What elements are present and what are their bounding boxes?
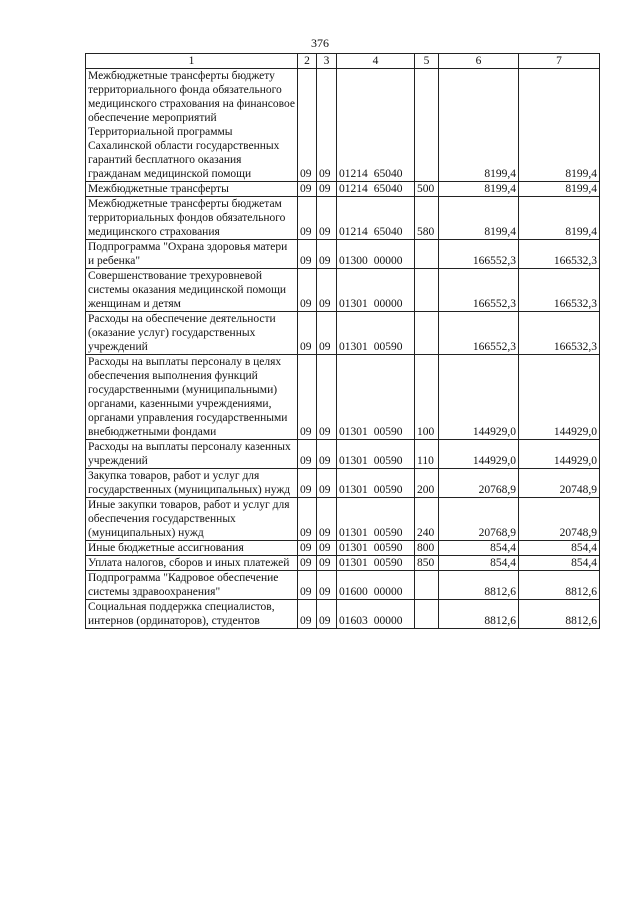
row-subsection-code: 09 [317,600,337,629]
table-row [86,469,600,498]
table-row [86,69,600,182]
row-section-code: 09 [298,355,317,440]
target-article-code-part-a: 01301 [339,527,368,539]
row-amount-col7: 854,4 [519,541,600,556]
row-name: Расходы на выплаты персоналу казенных учреждений [86,440,298,469]
row-amount-col6: 8199,4 [439,197,519,240]
column-header-row [86,54,600,69]
row-expense-type-code: 100 [415,355,439,440]
row-target-article-code [337,269,415,312]
row-section-code: 09 [298,312,317,355]
column-header: 2 [298,54,317,69]
target-article-code-part-b: 00000 [373,255,403,267]
target-article-code-part-a: 01214 [339,183,368,195]
row-name: Закупка товаров, работ и услуг для государственных (муниципальных) нужд [86,469,298,498]
row-section-code: 09 [298,556,317,571]
table-row [86,355,600,440]
row-amount-col7: 166532,3 [519,240,600,269]
row-subsection-code: 09 [317,182,337,197]
row-target-article-code [337,571,415,600]
column-header: 6 [439,54,519,69]
column-header: 5 [415,54,439,69]
target-article-code-part-a: 01301 [339,298,368,310]
row-subsection-code: 09 [317,541,337,556]
table-row [86,197,600,240]
row-target-article-code [337,498,415,541]
row-section-code: 09 [298,240,317,269]
column-header: 7 [519,54,600,69]
row-amount-col6: 8812,6 [439,571,519,600]
row-amount-col6: 166552,3 [439,269,519,312]
target-article-code-part-a: 01301 [339,542,368,554]
row-amount-col7: 20748,9 [519,498,600,541]
row-target-article-code [337,240,415,269]
row-expense-type-code: 500 [415,182,439,197]
row-target-article-code [337,600,415,629]
row-section-code: 09 [298,197,317,240]
row-amount-col6: 8199,4 [439,69,519,182]
row-amount-col6: 854,4 [439,556,519,571]
row-section-code: 09 [298,498,317,541]
target-article-code-part-a: 01301 [339,484,368,496]
target-article-code-part-a: 01301 [339,557,368,569]
table-row [86,440,600,469]
column-header: 4 [337,54,415,69]
row-expense-type-code [415,269,439,312]
row-amount-col6: 854,4 [439,541,519,556]
table-row [86,600,600,629]
row-name: Межбюджетные трансферты бюджетам территориальных фондов обязательного медицинского страхования [86,197,298,240]
row-subsection-code: 09 [317,69,337,182]
row-expense-type-code [415,69,439,182]
budget-table [85,53,600,629]
target-article-code-part-b: 00590 [373,542,403,554]
target-article-code-part-b: 00590 [373,455,403,467]
row-amount-col6: 166552,3 [439,240,519,269]
row-section-code: 09 [298,469,317,498]
row-amount-col7: 166532,3 [519,269,600,312]
row-target-article-code [337,469,415,498]
row-amount-col7: 8812,6 [519,571,600,600]
row-amount-col6: 166552,3 [439,312,519,355]
table-row [86,556,600,571]
row-amount-col7: 144929,0 [519,355,600,440]
row-name: Расходы на выплаты персоналу в целях обеспечения выполнения функций государственными (муниципальными) органами, казенными учреждениями, органами управления государственными внебюджетными фондами [86,355,298,440]
table-row [86,240,600,269]
row-name: Межбюджетные трансферты бюджету территориального фонда обязательного медицинского страхования на финансовое обеспечение мероприятий Территориальной программы Сахалинской области государственных гарантий бесплатного оказания гражданам медицинской помощи [86,69,298,182]
row-name: Расходы на обеспечение деятельности (оказание услуг) государственных учреждений [86,312,298,355]
table-body [86,69,600,629]
table-row [86,312,600,355]
row-name: Подпрограмма "Охрана здоровья матери и ребенка" [86,240,298,269]
row-expense-type-code: 200 [415,469,439,498]
row-section-code: 09 [298,571,317,600]
column-header: 3 [317,54,337,69]
row-amount-col7: 8812,6 [519,600,600,629]
target-article-code-part-a: 01603 [339,615,368,627]
target-article-code-part-b: 00000 [373,586,403,598]
table-row [86,571,600,600]
target-article-code-part-b: 00000 [373,615,403,627]
target-article-code-part-b: 65040 [373,183,403,195]
row-expense-type-code: 580 [415,197,439,240]
target-article-code-part-b: 00590 [373,484,403,496]
row-name: Социальная поддержка специалистов, интернов (ординаторов), студентов [86,600,298,629]
row-expense-type-code: 850 [415,556,439,571]
row-expense-type-code [415,571,439,600]
row-expense-type-code [415,600,439,629]
row-subsection-code: 09 [317,556,337,571]
target-article-code-part-a: 01301 [339,455,368,467]
row-name: Иные бюджетные ассигнования [86,541,298,556]
row-amount-col6: 20768,9 [439,469,519,498]
column-header: 1 [86,54,298,69]
table-row [86,541,600,556]
target-article-code-part-b: 00590 [373,341,403,353]
row-subsection-code: 09 [317,269,337,312]
row-subsection-code: 09 [317,498,337,541]
row-amount-col7: 854,4 [519,556,600,571]
row-name: Иные закупки товаров, работ и услуг для обеспечения государственных (муниципальных) нужд [86,498,298,541]
row-amount-col6: 8199,4 [439,182,519,197]
row-expense-type-code [415,240,439,269]
row-name: Подпрограмма "Кадровое обеспечение системы здравоохранения" [86,571,298,600]
row-expense-type-code: 800 [415,541,439,556]
row-section-code: 09 [298,182,317,197]
row-amount-col7: 8199,4 [519,69,600,182]
target-article-code-part-a: 01214 [339,168,368,180]
row-target-article-code [337,355,415,440]
table-row [86,269,600,312]
row-target-article-code [337,556,415,571]
target-article-code-part-a: 01301 [339,426,368,438]
table-row [86,182,600,197]
row-subsection-code: 09 [317,240,337,269]
row-amount-col7: 8199,4 [519,182,600,197]
row-section-code: 09 [298,440,317,469]
row-target-article-code [337,312,415,355]
row-amount-col6: 8812,6 [439,600,519,629]
row-section-code: 09 [298,69,317,182]
row-amount-col7: 20748,9 [519,469,600,498]
row-expense-type-code [415,312,439,355]
row-subsection-code: 09 [317,355,337,440]
row-expense-type-code: 110 [415,440,439,469]
row-amount-col7: 166532,3 [519,312,600,355]
row-amount-col6: 144929,0 [439,440,519,469]
row-subsection-code: 09 [317,469,337,498]
target-article-code-part-a: 01600 [339,586,368,598]
row-subsection-code: 09 [317,571,337,600]
row-subsection-code: 09 [317,312,337,355]
row-section-code: 09 [298,269,317,312]
target-article-code-part-b: 65040 [373,168,403,180]
page-number: 376 [311,36,329,50]
target-article-code-part-b: 00000 [373,298,403,310]
row-subsection-code: 09 [317,440,337,469]
target-article-code-part-b: 00590 [373,557,403,569]
row-amount-col6: 144929,0 [439,355,519,440]
row-name: Совершенствование трехуровневой системы оказания медицинской помощи женщинам и детям [86,269,298,312]
row-section-code: 09 [298,600,317,629]
row-target-article-code [337,197,415,240]
row-name: Уплата налогов, сборов и иных платежей [86,556,298,571]
target-article-code-part-a: 01214 [339,226,368,238]
row-name: Межбюджетные трансферты [86,182,298,197]
row-target-article-code [337,440,415,469]
target-article-code-part-a: 01300 [339,255,368,267]
row-target-article-code [337,541,415,556]
row-section-code: 09 [298,541,317,556]
table-row [86,498,600,541]
row-expense-type-code: 240 [415,498,439,541]
row-amount-col7: 8199,4 [519,197,600,240]
target-article-code-part-b: 00590 [373,527,403,539]
target-article-code-part-a: 01301 [339,341,368,353]
row-target-article-code [337,69,415,182]
row-amount-col7: 144929,0 [519,440,600,469]
row-amount-col6: 20768,9 [439,498,519,541]
row-target-article-code [337,182,415,197]
target-article-code-part-b: 00590 [373,426,403,438]
row-subsection-code: 09 [317,197,337,240]
target-article-code-part-b: 65040 [373,226,403,238]
